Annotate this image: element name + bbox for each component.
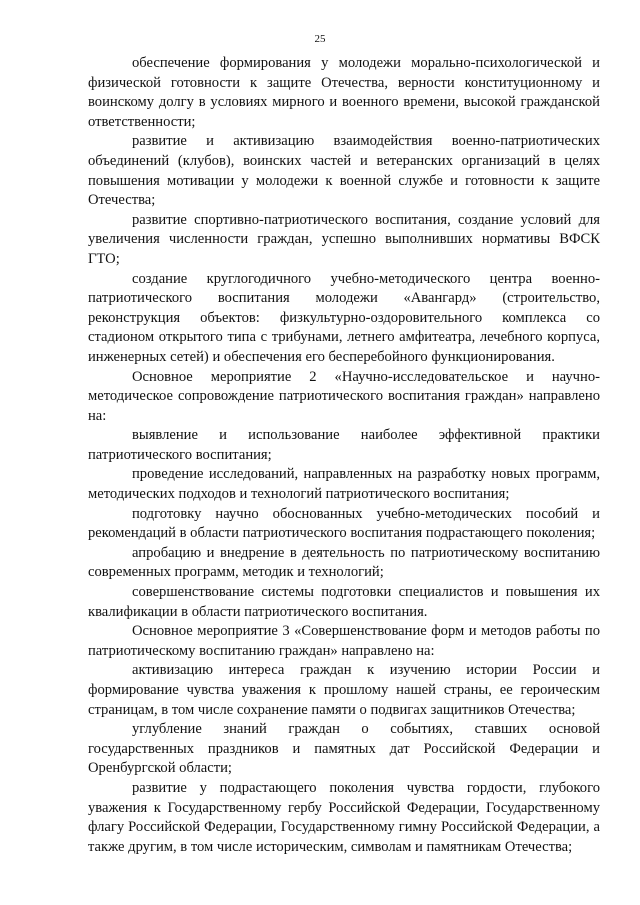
section-heading-paragraph: Основное мероприятие 3 «Совершенствование форм и методов работы по патриотическому воспитанию граждан» направлено на: (88, 623, 600, 659)
paragraph: активизацию интереса граждан к изучению истории России и формирование чувства уважения к прошлому нашей страны, ее героическим страницам, в том числе сохранение памяти о подвигах защитников Отечества; (88, 662, 600, 718)
page-number: 25 (314, 33, 326, 45)
paragraph: развитие у подрастающего поколения чувства гордости, глубокого уважения к Государственному гербу Российской Федерации, Государственному флагу Российской Федерации, Государственному гимну Российской Федерации, а также другим, в том числе историческим, символам и памятникам Отечества; (88, 779, 600, 855)
paragraph: выявление и использование наиболее эффективной практики патриотического воспитания; (88, 427, 600, 463)
paragraph: совершенствование системы подготовки специалистов и повышения их квалификации в области патриотического воспитания. (88, 584, 600, 620)
paragraph: апробацию и внедрение в деятельность по патриотическому воспитанию современных программ, методик и технологий; (88, 544, 600, 581)
paragraph: обеспечение формирования у молодежи морально-психологической и физической готовности к защите Отечества, верности конституционному и воинскому долгу в условиях мирного и военного времени, высокой гражданской ответственности; (88, 55, 600, 130)
paragraph: создание круглогодичного учебно-методического центра военно-патриотического воспитания молодежи «Авангард» (строительство, реконструкция объектов: физкультурно-оздоровительного комплекса со стадионом открытого типа с трибунами, летнего амфитеатра, лечебного корпуса, инженерных сетей) и обеспечения его бесперебойного функционирования. (88, 270, 600, 365)
document-body (88, 54, 600, 857)
section-heading-paragraph: Основное мероприятие 2 «Научно-исследовательское и научно-методическое сопровождение патриотического воспитания граждан» направлено на: (88, 368, 600, 424)
paragraph: углубление знаний граждан о событиях, ставших основой государственных праздников и памятных дат Российской Федерации и Оренбургской области; (88, 721, 600, 777)
paragraph: развитие и активизацию взаимодействия военно-патриотических объединений (клубов), воинских частей и ветеранских организаций в целях повышения мотивации у молодежи к военной службе и готовности к защите Отечества; (88, 133, 600, 209)
paragraph: подготовку научно обоснованных учебно-методических пособий и рекомендаций в области патриотического воспитания подрастающего поколения; (88, 505, 600, 542)
paragraph: развитие спортивно-патриотического воспитания, создание условий для увеличения численности граждан, успешно выполнивших нормативы ВФСК ГТО; (88, 211, 600, 267)
paragraph: проведение исследований, направленных на разработку новых программ, методических подходов и технологий патриотического воспитания; (88, 466, 600, 503)
